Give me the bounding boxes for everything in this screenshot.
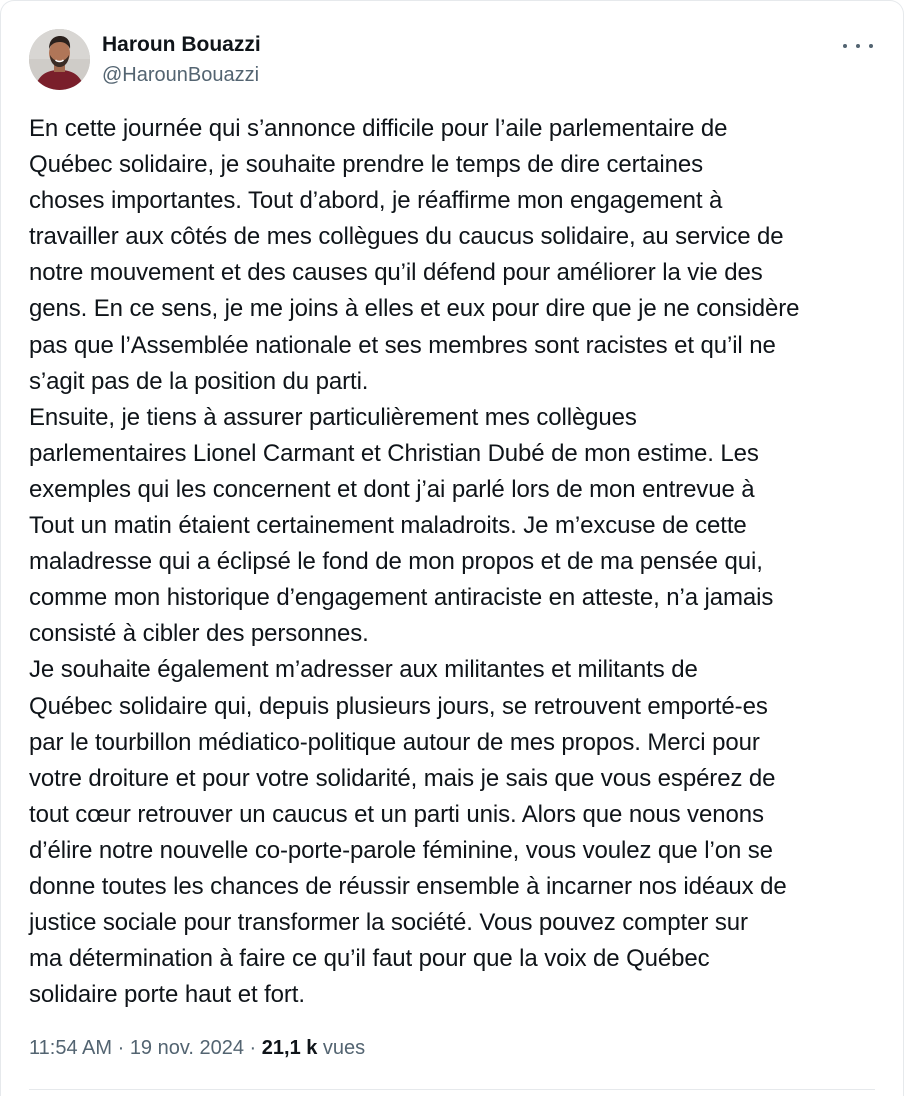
tweet-paragraph: En cette journée qui s’annonce difficile pour l’aile parlementaire de Québec solidaire, je souhaite prendre le temps de dire certaines choses importantes. Tout d’abord, je réaffirme mon engagement à travailler aux côtés de mes collègues du caucus solidaire, au service de notre mouvement et des causes qu’il défend pour améliorer la vie des gens. En ce sens, je me joins à elles et eux pour dire que je ne considère pas que l’Assemblée nationale et ses membres sont racistes et qu’il ne s’agit pas de la position du parti. — [29, 115, 800, 395]
tweet-paragraph: Je souhaite également m’adresser aux militantes et militants de Québec solidaire qui, depuis plusieurs jours, se retrouvent emporté-es par le tourbillon médiatico-politique autour de mes propos. Merci pour votre droiture et pour votre solidarité, mais je sais que vous espérez de tout cœur retrouver un caucus et un parti unis. Alors que nous venons d’élire notre nouvelle co-porte-parole féminine, vous voulez que l’on se donne toutes les chances de réussir ensemble à incarner nos idéaux de justice sociale pour transformer la société. Vous pouvez compter sur ma détermination à faire ce qu’il faut pour que la voix de Québec solidaire porte haut et fort. — [29, 656, 787, 1009]
divider — [29, 1089, 875, 1090]
meta-separator: · — [112, 1037, 130, 1059]
tweet-text — [29, 111, 889, 1013]
more-horizontal-icon-dot — [856, 44, 860, 48]
tweet-paragraph: Ensuite, je tiens à assurer particulièrement mes collègues parlementaires Lionel Carmant et Christian Dubé de mon estime. Les exemples qui les concernent et dont j’ai parlé lors de mon entrevue à Tout un matin étaient certainement maladroits. Je m’excuse de cette maladresse qui a éclipsé le fond de mon propos et de ma pensée qui, comme mon historique d’engagement antiraciste en atteste, n’a jamais consisté à cibler des personnes. — [29, 403, 774, 648]
author-name[interactable]: Haroun Bouazzi — [102, 33, 261, 56]
views-count[interactable]: 21,1 k — [261, 1037, 318, 1059]
views-label: vues — [317, 1037, 366, 1059]
avatar[interactable] — [29, 29, 90, 90]
more-horizontal-icon-dot — [869, 44, 873, 48]
meta-separator: · — [243, 1037, 262, 1059]
tweet-time[interactable]: 11:54 AM — [29, 1037, 113, 1059]
user-avatar-photo-icon — [29, 29, 90, 90]
tweet-meta — [29, 1037, 365, 1060]
tweet-date[interactable]: 19 nov. 2024 — [129, 1037, 244, 1059]
more-options-button[interactable] — [843, 37, 873, 55]
more-horizontal-icon — [843, 44, 847, 48]
author-handle[interactable]: @HarounBouazzi — [102, 64, 260, 86]
tweet-header — [29, 29, 875, 93]
